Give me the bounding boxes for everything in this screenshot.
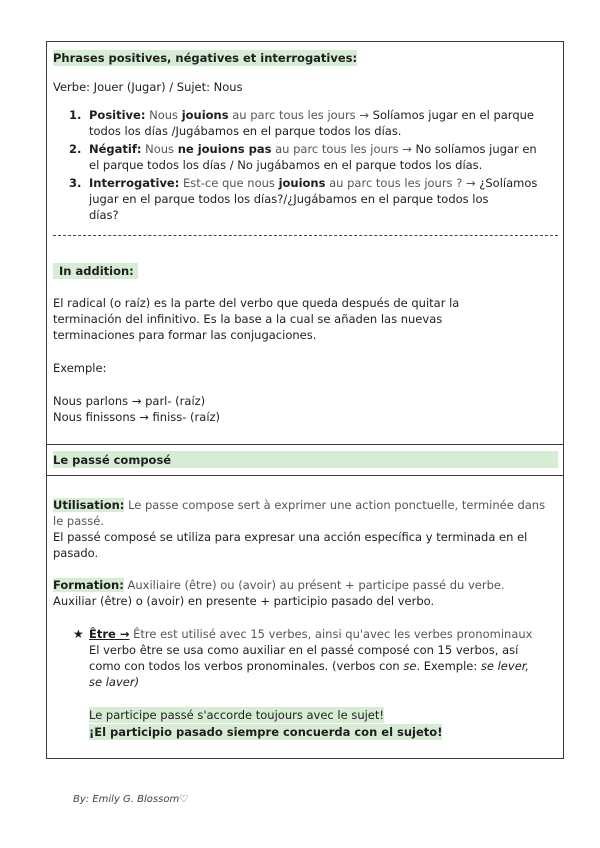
list-item: 3. Interrogative: Est-ce que nous jouions au parc tous les jours ? → ¿Solíamos jugar en el parque todos los días?/¿Jugábamos en el parque todos los días? bbox=[69, 176, 538, 222]
phrases-section bbox=[47, 42, 563, 445]
etre-es-line-1: El verbo être se usa como auxiliar en el passé composé con 15 verbos, así bbox=[89, 643, 519, 657]
utilisation-label: Utilisation: bbox=[53, 498, 125, 512]
etre-es-line-2: como con todos los verbos pronominales. (verbos con se. Exemple: se lever, bbox=[89, 659, 530, 673]
radical-line-1: El radical (o raíz) es la parte del verbo que queda después de quitar la bbox=[53, 296, 460, 310]
formation-label: Formation: bbox=[53, 578, 124, 592]
agree-fr: Le participe passé s'accorde toujours avec le sujet! bbox=[89, 708, 384, 722]
utilisation-es-line-1: El passé composé se utiliza para expresar una acción específica y terminada en el bbox=[53, 530, 528, 544]
in-addition-label: In addition: bbox=[53, 263, 138, 279]
radical-line-3: terminaciones para formar las conjugaciones. bbox=[53, 328, 317, 342]
utilisation-line-2: le passé. bbox=[53, 514, 104, 528]
phrases-heading: Phrases positives, négatives et interrogatives: bbox=[53, 51, 358, 65]
example-parlons: Nous parlons → parl- (raíz) bbox=[53, 394, 206, 408]
verb-line: Verbe: Jouer (Jugar) / Sujet: Nous bbox=[53, 80, 243, 94]
example-finissons: Nous finissons → finiss- (raíz) bbox=[53, 410, 221, 424]
utilisation-line-1: Utilisation: Le passe compose sert à exprimer une action ponctuelle, terminée dans bbox=[53, 498, 546, 512]
etre-line-fr: Être → Être est utilisé avec 15 verbes, ainsi qu'avec les verbes pronominaux bbox=[89, 627, 533, 641]
star-bullet-icon: ★ bbox=[73, 627, 84, 641]
worksheet-frame bbox=[46, 41, 564, 759]
passe-compose-title: Le passé composé bbox=[53, 453, 172, 467]
agree-es: ¡El participio pasado siempre concuerda con el sujeto! bbox=[89, 725, 443, 739]
etre-es-line-3: se laver) bbox=[89, 675, 140, 689]
passe-compose-body bbox=[47, 475, 563, 758]
formation-line-fr: Formation: Auxiliaire (être) ou (avoir) au présent + participe passé du verbe. bbox=[53, 578, 505, 592]
list-item: 2. Négatif: Nous ne jouions pas au parc tous les jours → No solíamos jugar en el parque todos los días / No jugábamos en el parque todos los días. bbox=[69, 142, 537, 172]
author-signature: By: Emily G. Blossom♡ bbox=[73, 794, 189, 805]
list-item: 1. Positive: Nous jouions au parc tous les jours → Solíamos jugar en el parque todos los días /Jugábamos en el parque todos los días. bbox=[69, 108, 534, 138]
radical-line-2: terminación del infinitivo. Es la base a la cual se añaden las nuevas bbox=[53, 312, 443, 326]
etre-label: Être → bbox=[89, 627, 130, 641]
passe-compose-title-section bbox=[47, 444, 563, 476]
dashed-divider bbox=[53, 235, 558, 236]
exemple-label: Exemple: bbox=[53, 361, 107, 375]
formation-line-es: Auxiliar (être) o (avoir) en presente + participio pasado del verbo. bbox=[53, 594, 435, 608]
utilisation-es-line-2: pasado. bbox=[53, 546, 99, 560]
